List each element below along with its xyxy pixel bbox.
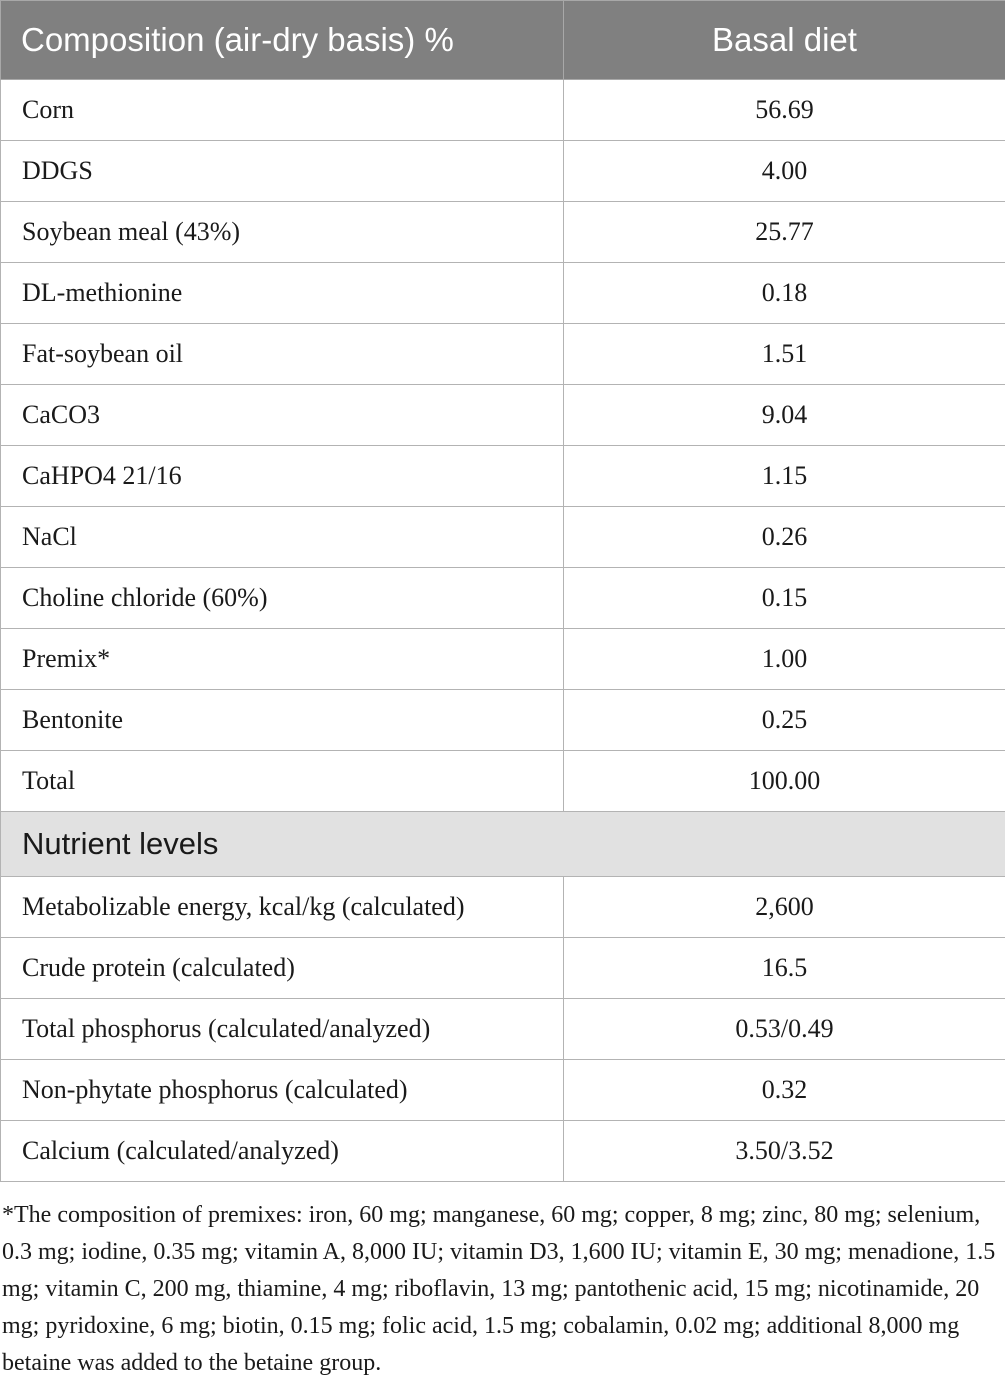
nutrient-section-title: Nutrient levels [1,812,1005,877]
nutrient-value: 2,600 [564,877,1005,938]
total-label: Total [1,751,564,812]
column-header-basal-diet: Basal diet [564,1,1005,80]
table-row [1,324,1005,385]
table-row [1,507,1005,568]
table-row [1,1121,1005,1182]
table-row [1,80,1005,141]
ingredient-value: 1.51 [564,324,1005,385]
table-row [1,263,1005,324]
ingredient-value: 25.77 [564,202,1005,263]
ingredient-label: Fat-soybean oil [1,324,564,385]
ingredient-label: CaCO3 [1,385,564,446]
nutrient-label: Calcium (calculated/analyzed) [1,1121,564,1182]
ingredient-label: CaHPO4 21/16 [1,446,564,507]
table-footnote: *The composition of premixes: iron, 60 mg; manganese, 60 mg; copper, 8 mg; zinc, 80 mg; selenium, 0.3 mg; iodine, 0.35 mg; vitamin A, 8,000 IU; vitamin D3, 1,600 IU; vitamin E, 30 mg; menadione, 1.5 mg; vitamin C, 200 mg, thiamine, 4 mg; riboflavin, 13 mg; pantothenic acid, 15 mg; nicotinamide, 20 mg; pyridoxine, 6 mg; biotin, 0.15 mg; folic acid, 1.5 mg; cobalamin, 0.02 mg; additional 8,000 mg betaine was added to the betaine group. [2,1202,996,1376]
ingredient-value: 9.04 [564,385,1005,446]
table-row [1,385,1005,446]
nutrient-value: 16.5 [564,938,1005,999]
table-row [1,141,1005,202]
table-row [1,629,1005,690]
table-row [1,1060,1005,1121]
ingredient-label: Choline chloride (60%) [1,568,564,629]
ingredient-label: DL-methionine [1,263,564,324]
ingredient-value: 1.15 [564,446,1005,507]
ingredient-value: 0.25 [564,690,1005,751]
ingredient-label: Soybean meal (43%) [1,202,564,263]
table-row [1,202,1005,263]
ingredient-label: DDGS [1,141,564,202]
ingredient-label: NaCl [1,507,564,568]
ingredient-value: 4.00 [564,141,1005,202]
ingredient-value: 0.26 [564,507,1005,568]
ingredient-value: 56.69 [564,80,1005,141]
nutrient-label: Crude protein (calculated) [1,938,564,999]
ingredient-label: Premix* [1,629,564,690]
nutrient-section-header [1,812,1005,877]
table-row [1,568,1005,629]
nutrient-label: Metabolizable energy, kcal/kg (calculated) [1,877,564,938]
ingredient-label: Bentonite [1,690,564,751]
ingredient-value: 1.00 [564,629,1005,690]
table-row [1,446,1005,507]
nutrient-value: 3.50/3.52 [564,1121,1005,1182]
table-row [1,999,1005,1060]
nutrient-value: 0.53/0.49 [564,999,1005,1060]
nutrient-label: Non-phytate phosphorus (calculated) [1,1060,564,1121]
nutrient-label: Total phosphorus (calculated/analyzed) [1,999,564,1060]
total-value: 100.00 [564,751,1005,812]
column-header-composition: Composition (air-dry basis) % [1,1,564,80]
total-row [1,751,1005,812]
ingredient-value: 0.15 [564,568,1005,629]
ingredient-value: 0.18 [564,263,1005,324]
table-row [1,690,1005,751]
table-row [1,938,1005,999]
ingredient-label: Corn [1,80,564,141]
table-row [1,877,1005,938]
table-header-row [1,1,1005,80]
nutrient-value: 0.32 [564,1060,1005,1121]
